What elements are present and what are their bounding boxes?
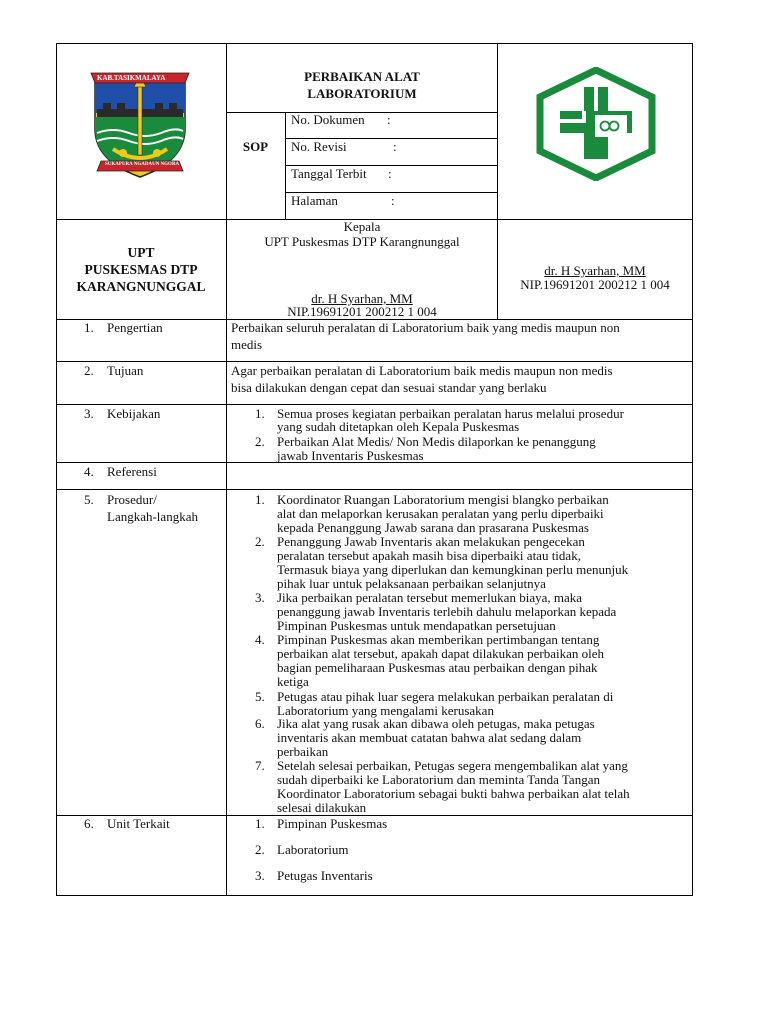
section-label-kebijakan: Kebijakan [107,406,161,421]
section-label-prosedur: Prosedur/ [107,492,157,507]
list-item-number: 5. [255,689,265,704]
prosedur-item-line: selesai dilakukan [277,800,367,815]
prosedur-item-line: Jika perbaikan peralatan tersebut memerlukan biaya, maka [277,590,583,605]
row-divider-4 [56,489,693,490]
emblem-bottom-banner-text: SUKAPURA NGADAUN NGORA [105,162,180,167]
section-label-unit-terkait: Unit Terkait [107,816,170,831]
list-item-number: 2. [255,434,265,449]
section-number: 5. [84,492,94,507]
tujuan-text-line: Agar perbaikan peralatan di Laboratorium baik medis maupun non medis [231,363,613,378]
prosedur-item-line: Koordinator Ruangan Laboratorium mengisi blangko perbaikan [277,492,609,507]
meta-label-halaman: Halaman [291,193,338,208]
kebijakan-item-line: Perbaikan Alat Medis/ Non Medis dilaporkan ke penanggung [277,434,596,449]
prosedur-item-line: perbaikan [277,744,329,759]
signatory-name-right: dr. H Syarhan, MM [544,263,646,278]
prosedur-item-line: Pimpinan Puskesmas untuk mendapatkan persetujuan [277,618,556,633]
list-item-number: 4. [255,632,265,647]
prosedur-item-line: perbaikan alat tersebut, apakah dapat dilakukan perbaikan oleh [277,646,605,661]
section-label-pengertian: Pengertian [107,320,163,335]
prosedur-item-line: Setelah selesai perbaikan, Petugas segera mengembalikan alat yang [277,758,628,773]
prosedur-item-line: inventaris akan membuat catatan bahwa alat sedang dalam [277,730,582,745]
section-label-referensi: Referensi [107,464,157,479]
list-item-number: 2. [255,534,265,549]
list-item-number: 2. [255,842,265,857]
meta-sep-halaman: : [391,193,395,208]
prosedur-item-line: bagian pemeliharaan Puskesmas atau perbaikan dengan pihak [277,660,598,675]
kepala-line2: UPT Puskesmas DTP Karangnunggal [264,234,460,249]
puskesmas-logo [535,67,657,181]
kebijakan-item-line: yang sudah ditetapkan oleh Kepala Puskesmas [277,419,520,434]
prosedur-item-line: Laboratorium yang mengalami kerusakan [277,703,494,718]
list-item-number: 6. [255,716,265,731]
prosedur-item-line: ketiga [277,674,309,689]
prosedur-item-line: Jika alat yang rusak akan dibawa oleh petugas, maka petugas [277,716,595,731]
kabupaten-emblem-logo [83,69,197,181]
meta-label-no-dokumen: No. Dokumen [291,112,365,127]
document-title-line2: LABORATORIUM [307,86,417,101]
prosedur-item-line: alat dan melaporkan kerusakan peralatan yang perlu diperbaiki [277,506,604,521]
kebijakan-item-line: jawab Inventaris Puskesmas [277,448,424,463]
section-number: 4. [84,464,94,479]
prosedur-item-line: penanggung jawab Inventaris terlebih dahulu melaporkan kepada [277,604,617,619]
meta-label-no-revisi: No. Revisi [291,139,347,154]
prosedur-item-line: Termasuk biaya yang diperlukan dan kemungkinan perlu menunjuk [277,562,629,577]
kepala-line1: Kepala [343,219,381,234]
org-name-line2: PUSKESMAS DTP [84,262,198,277]
signatory-nip-middle: NIP.19691201 200212 1 004 [287,304,437,319]
unit-terkait-item: Pimpinan Puskesmas [277,816,388,831]
list-item-number: 1. [255,816,265,831]
prosedur-item-line: Pimpinan Puskesmas akan memberikan pertimbangan tentang [277,632,600,647]
prosedur-item-line: kepada Penanggung Jawab sarana dan prasarana Puskesmas [277,520,589,535]
prosedur-item-line: sudah diperbaiki ke Laboratorium dan meminta Tanda Tangan [277,772,600,787]
emblem-top-banner-text: KAB.TASIKMALAYA [97,74,166,82]
meta-label-tanggal-terbit: Tanggal Terbit [291,166,367,181]
table-border-top [56,43,693,44]
meta-sep-tanggal-terbit: : [388,166,392,181]
kebijakan-item-line: Semua proses kegiatan perbaikan peralatan harus melalui prosedur [277,406,624,421]
list-item-number: 7. [255,758,265,773]
section-label-tujuan: Tujuan [107,363,144,378]
row-divider-2 [56,404,693,405]
pengertian-text-line: medis [231,337,263,352]
section-number: 6. [84,816,94,831]
sop-label: SOP [242,139,269,154]
signatory-name-middle: dr. H Syarhan, MM [311,291,413,306]
prosedur-item-line: Petugas atau pihak luar segera melakukan perbaikan peralatan di [277,689,614,704]
list-item-number: 3. [255,868,265,883]
unit-terkait-item: Petugas Inventaris [277,868,373,883]
list-item-number: 1. [255,492,265,507]
column-divider-main [226,43,227,896]
section-number: 3. [84,406,94,421]
prosedur-item-line: Koordinator Laboratorium sebagai bukti bahwa perbaikan alat telah [277,786,630,801]
org-name-line1: UPT [127,245,155,260]
prosedur-item-line: pihak luar untuk pelaksanaan perbaikan selanjutnya [277,576,546,591]
list-item-number: 1. [255,406,265,421]
signatory-nip-right: NIP.19691201 200212 1 004 [520,277,670,292]
tujuan-text-line: bisa dilakukan dengan cepat dan sesuai standar yang berlaku [231,380,547,395]
unit-terkait-item: Laboratorium [277,842,349,857]
meta-sep-no-revisi: : [393,139,397,154]
row-divider-1 [56,361,693,362]
list-item-number: 3. [255,590,265,605]
section-number: 1. [84,320,94,335]
org-name-line3: KARANGNUNGGAL [76,279,206,294]
table-border-left [56,43,57,896]
document-title-line1: PERBAIKAN ALAT [304,69,420,84]
section-number: 2. [84,363,94,378]
table-border-bottom [56,895,693,896]
meta-sep-no-dokumen: : [387,112,391,127]
prosedur-item-line: Penanggung Jawab Inventaris akan melakukan pengecekan [277,534,585,549]
table-border-right [692,43,693,896]
section-label-langkah: Langkah-langkah [107,509,198,524]
prosedur-item-line: peralatan tersebut apakah masih bisa diperbaiki atau tidak, [277,548,581,563]
pengertian-text-line: Perbaikan seluruh peralatan di Laboratorium baik yang medis maupun non [231,320,620,335]
